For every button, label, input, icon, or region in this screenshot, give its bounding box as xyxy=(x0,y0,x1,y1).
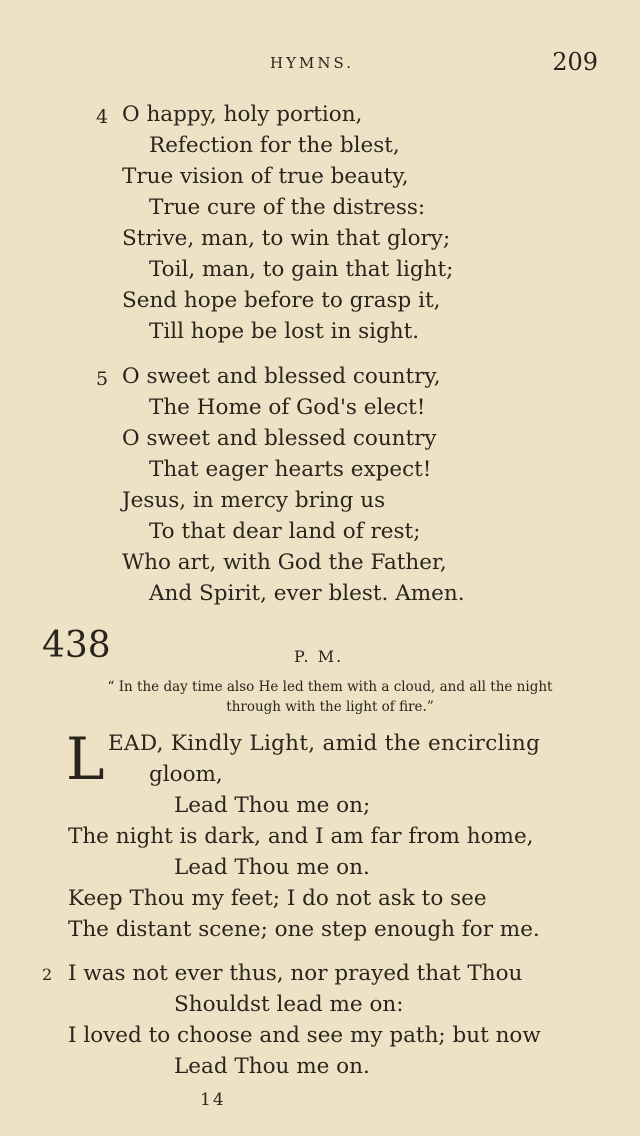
stanza-number: 5 xyxy=(96,368,109,390)
verse-line: The distant scene; one step enough for me. xyxy=(68,917,540,942)
verse-line: I loved to choose and see my path; but now xyxy=(68,1023,541,1048)
verse-line: O sweet and blessed country, xyxy=(122,364,441,389)
verse-line: O sweet and blessed country xyxy=(122,426,437,451)
hymn-number: 438 xyxy=(42,625,111,666)
verse-line: Send hope before to grasp it, xyxy=(122,288,441,313)
verse-line: O happy, holy portion, xyxy=(122,102,363,127)
verse-line: The night is dark, and I am far from home, xyxy=(68,824,534,849)
verse-line: Refection for the blest, xyxy=(149,133,400,158)
verse-line: Jesus, in mercy bring us xyxy=(122,488,386,513)
verse-line: Shouldst lead me on: xyxy=(174,992,404,1017)
stanza-number: 4 xyxy=(96,106,109,128)
epigraph-line: through with the light of fire.” xyxy=(226,699,434,715)
verse-line: True vision of true beauty, xyxy=(122,164,409,189)
verse-line: That eager hearts expect! xyxy=(149,457,432,482)
epigraph-line: “ In the day time also He led them with a cloud, and all the night xyxy=(107,679,553,695)
verse-line: Lead Thou me on. xyxy=(174,855,370,880)
running-title: HYMNS. xyxy=(270,54,354,72)
verse-line: Strive, man, to win that glory; xyxy=(122,226,451,251)
verse-line: EAD, Kindly Light, amid the encircling xyxy=(108,731,541,756)
verse-line: Toil, man, to gain that light; xyxy=(149,257,454,282)
verse-line: Keep Thou my feet; I do not ask to see xyxy=(68,886,487,911)
verse-line: gloom, xyxy=(149,762,223,787)
verse-line: Till hope be lost in sight. xyxy=(149,319,420,344)
drop-cap: L xyxy=(66,725,105,793)
verse-line: To that dear land of rest; xyxy=(149,519,421,544)
running-head xyxy=(0,48,640,82)
verse-line: Who art, with God the Father, xyxy=(122,550,447,575)
stanza-number: 2 xyxy=(42,965,53,984)
hymn-meter: P. M. xyxy=(294,647,344,666)
verse-line: Lead Thou me on; xyxy=(174,793,371,818)
verse-line: I was not ever thus, nor prayed that Thou xyxy=(68,961,523,986)
verse-line: The Home of God's elect! xyxy=(149,395,426,420)
verse-line: True cure of the distress: xyxy=(149,195,426,220)
signature-mark: 14 xyxy=(200,1090,226,1110)
verse-line: And Spirit, ever blest. Amen. xyxy=(149,581,465,606)
verse-line: Lead Thou me on. xyxy=(174,1054,370,1079)
page-number: 209 xyxy=(552,48,598,76)
